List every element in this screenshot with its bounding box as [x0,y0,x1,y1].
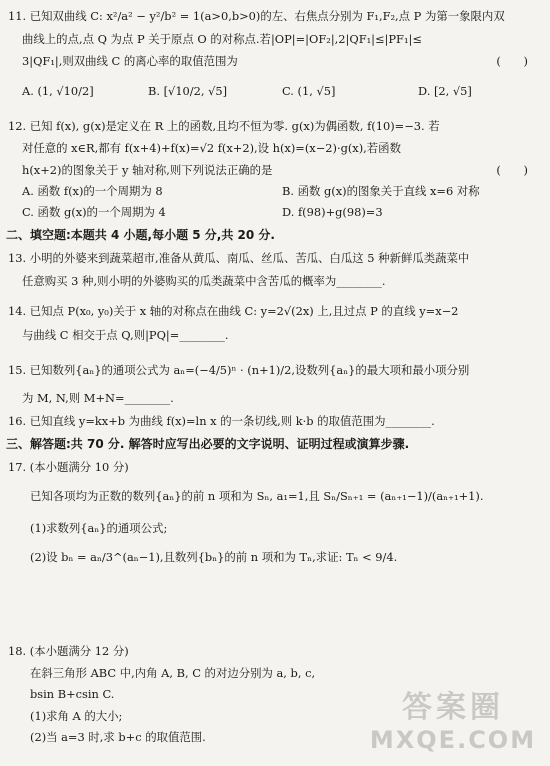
q12-option-a: A. 函数 f(x)的一个周期为 8 [22,184,163,198]
q18-line3: (1)求角 A 的大小; [30,709,123,723]
q15-line1: 15. 已知数列{aₙ}的通项公式为 aₙ=(−4/5)ⁿ · (n+1)/2,设数列{aₙ}的最大项和最小项分别 [8,363,470,377]
q17-line1: 已知各项均为正数的数列{aₙ}的前 n 项和为 Sₙ, a₁=1,且 Sₙ/Sₙ₊₁ = (aₙ₊₁−1)/(aₙ₊₁+1). [30,489,484,503]
q17-title: 17. (本小题满分 10 分) [8,460,129,474]
watermark-bottom-text: MXQE.COM [369,726,537,754]
site-watermark [364,690,542,760]
section-answer-heading: 三、解答题:共 70 分. 解答时应写出必要的文字说明、证明过程或演算步骤. [6,437,410,451]
q11-line2: 曲线上的点,点 Q 为点 P 关于原点 O 的对称点.若|OP|=|OF₂|,2|QF₁|≤|PF₁|≤ [22,32,422,46]
q13-line2: 任意购买 3 种,则小明的外婆购买的瓜类蔬菜中含苦瓜的概率为________. [22,274,386,288]
q12-option-b: B. 函数 g(x)的图象关于直线 x=6 对称 [282,184,480,198]
q14-line2: 与曲线 C 相交于点 Q,则|PQ|=________. [22,328,229,342]
q11-answer-paren: ( ) [496,54,528,68]
q17-line3: (2)设 bₙ = aₙ/3^(aₙ−1),且数列{bₙ}的前 n 项和为 Tₙ,求证: Tₙ < 9/4. [30,550,398,564]
q12-option-c: C. 函数 g(x)的一个周期为 4 [22,205,166,219]
q12-line2: 对任意的 x∈R,都有 f(x+4)+f(x)=√2 f(x+2),设 h(x)=(x−2)·g(x),若函数 [22,141,401,155]
q12-answer-paren: ( ) [496,163,528,177]
q18-line2: bsin B+csin C. [30,687,115,701]
q11-option-b: B. [√10/2, √5] [148,84,228,98]
q11-line3: 3|QF₁|,则双曲线 C 的离心率的取值范围为 [22,54,238,68]
q18-line4: (2)当 a=3 时,求 b+c 的取值范围. [30,730,206,744]
q16-line1: 16. 已知直线 y=kx+b 为曲线 f(x)=ln x 的一条切线,则 k·b 的取值范围为________. [8,414,435,428]
q11-option-a: A. (1, √10/2] [22,84,94,98]
q15-line2: 为 M, N,则 M+N=________. [22,391,174,405]
q13-line1: 13. 小明的外婆来到蔬菜超市,准备从黄瓜、南瓜、丝瓜、苦瓜、白瓜这 5 种新鲜瓜类蔬菜中 [8,251,470,265]
section-fill-in-heading: 二、填空题:本题共 4 小题,每小题 5 分,共 20 分. [6,228,275,242]
q12-option-d: D. f(98)+g(98)=3 [282,205,383,219]
watermark-top-text: 答案圈 [402,690,504,725]
q12-line1: 12. 已知 f(x), g(x)是定义在 R 上的函数,且均不恒为零. g(x)为偶函数, f(10)=−3. 若 [8,119,440,133]
q17-line2: (1)求数列{aₙ}的通项公式; [30,521,168,535]
q18-title: 18. (本小题满分 12 分) [8,644,129,658]
q18-line1: 在斜三角形 ABC 中,内角 A, B, C 的对边分别为 a, b, c, [30,666,316,680]
q14-line1: 14. 已知点 P(x₀, y₀)关于 x 轴的对称点在曲线 C: y=2√(2x) 上,且过点 P 的直线 y=x−2 [8,304,459,318]
q11-option-d: D. [2, √5] [418,84,472,98]
q11-line1: 11. 已知双曲线 C: x²/a² − y²/b² = 1(a>0,b>0)的左、右焦点分别为 F₁,F₂,点 P 为第一象限内双 [8,9,505,23]
q12-line3: h(x+2)的图象关于 y 轴对称,则下列说法正确的是 [22,163,273,177]
q11-option-c: C. (1, √5] [282,84,336,98]
